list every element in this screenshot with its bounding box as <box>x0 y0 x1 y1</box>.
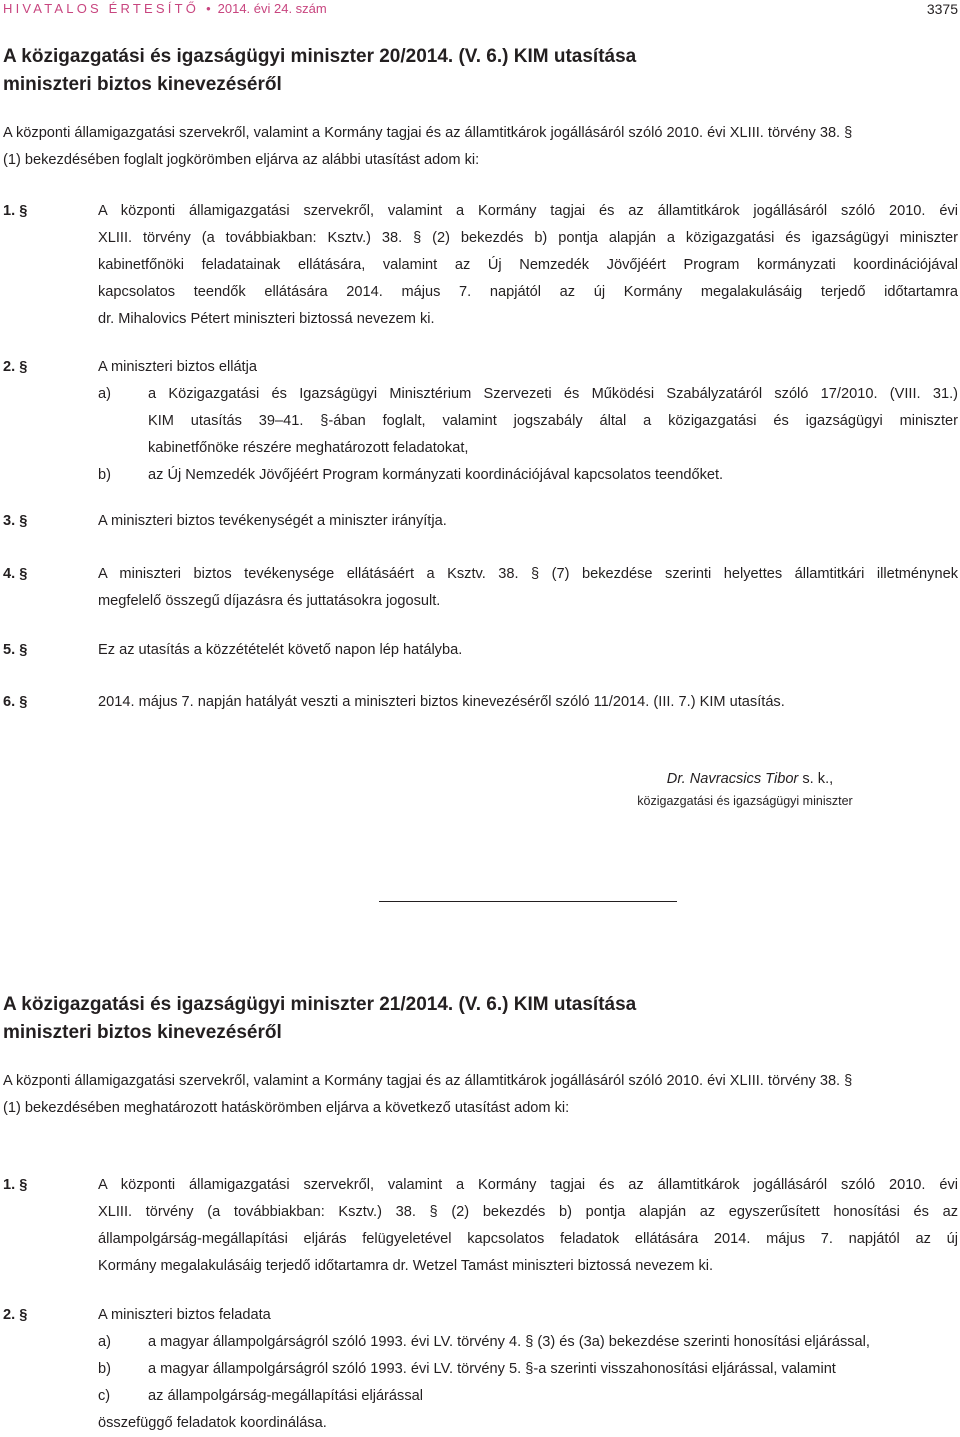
list-text-line: kabinetfőnöke részére meghatározott feladatokat, <box>148 440 469 456</box>
list-letter: a) <box>98 1334 111 1350</box>
section-text-line: Kormány megalakulásáig terjedő időtartamra dr. Wetzel Tamást miniszteri biztossá nevezem ki. <box>98 1258 714 1274</box>
section-text-line: dr. Mihalovics Pétert miniszteri biztossá nevezem ki. <box>98 311 435 327</box>
signature-role: közigazgatási és igazságügyi miniszter <box>637 794 853 808</box>
section-text-line: Ez az utasítás a közzétételét követő napon lép hatályba. <box>98 642 463 658</box>
publication-name: HIVATALOS ÉRTESÍTŐ <box>3 1 200 16</box>
signature-suffix: s. k., <box>798 771 834 787</box>
doc1-title-line1: A közigazgatási és igazságügyi miniszter 20/2014. (V. 6.) KIM utasítása <box>3 46 637 67</box>
section-divider <box>379 901 677 902</box>
section-number: 4. § <box>3 566 28 582</box>
section-number: 5. § <box>3 642 28 658</box>
list-item-a <box>98 381 958 462</box>
doc2-section-2 <box>3 1302 958 1432</box>
section-intro: A miniszteri biztos feladata <box>98 1307 271 1323</box>
doc2-preamble-line1: A központi államigazgatási szervekről, valamint a Kormány tagjai és az államtitkárok jogállásáról szóló 2010. évi XLIII. törvény 38. § <box>3 1073 853 1089</box>
doc1-preamble-line1: A központi államigazgatási szervekről, valamint a Kormány tagjai és az államtitkárok jogállásáról szóló 2010. évi XLIII. törvény 38. § <box>3 125 853 141</box>
list-letter: b) <box>98 1361 111 1377</box>
list-text-line: KIM utasítás 39–41. §-ában foglalt, valamint jogszabály által a közigazgatási és igazságügyi miniszter <box>148 413 958 429</box>
doc1-section-5 <box>3 637 958 664</box>
doc1-section-2 <box>3 354 958 494</box>
doc1-section-4 <box>3 561 958 615</box>
list-text-line: a magyar állampolgárságról szóló 1993. évi LV. törvény 5. §-a szerinti visszahonosítási eljárással, valamint <box>148 1361 836 1377</box>
list-item-a <box>98 1329 958 1356</box>
section-text-line: A miniszteri biztos tevékenységét a miniszter irányítja. <box>98 513 447 529</box>
section-number: 3. § <box>3 513 28 529</box>
list-text-line: a magyar állampolgárságról szóló 1993. évi LV. törvény 4. § (3) és (3a) bekezdése szerinti honosítási eljárással, <box>148 1334 870 1350</box>
section-text-line: 2014. május 7. napján hatályát veszti a miniszteri biztos kinevezéséről szóló 11/2014. (III. 7.) KIM utasítás. <box>98 694 785 710</box>
list-letter: a) <box>98 386 111 402</box>
signature-block <box>560 768 930 812</box>
list-item-b <box>98 1356 958 1383</box>
section-number: 6. § <box>3 694 28 710</box>
section-number: 2. § <box>3 359 28 375</box>
list-item-c <box>98 1383 958 1410</box>
page-number: 3375 <box>926 1 958 17</box>
doc2-preamble-line2: (1) bekezdésében meghatározott hatáskörömben eljárva a következő utasítást adom ki: <box>3 1100 570 1116</box>
section-text-line: kabinetfőnöki feladatainak ellátására, valamint az Új Nemzedék Jövőjéért Program kormányzati koordinációjával <box>98 257 958 273</box>
doc2-section-1 <box>3 1172 958 1280</box>
signature-name: Dr. Navracsics Tibor <box>666 771 799 787</box>
doc1-preamble-line2: (1) bekezdésében foglalt jogkörömben eljárva az alábbi utasítást adom ki: <box>3 152 480 168</box>
list-item-b <box>98 462 958 489</box>
doc1-section-3 <box>3 508 958 535</box>
section-number: 1. § <box>3 203 28 219</box>
section-text-line: XLIII. törvény (a továbbiakban: Ksztv.) 38. § (2) bekezdés b) pontja alapján a közigazgatási és igazságügyi miniszter <box>98 230 958 246</box>
doc1-title <box>3 43 943 99</box>
section-number: 2. § <box>3 1307 28 1323</box>
running-header <box>3 1 327 16</box>
list-letter: b) <box>98 467 111 483</box>
section-intro: A miniszteri biztos ellátja <box>98 359 257 375</box>
section-text-line: megfelelő összegű díjazásra és juttatásokra jogosult. <box>98 593 441 609</box>
section-text-line: állampolgárság-megállapítási eljárás felügyeletével kapcsolatos feladatok ellátására 2014. május 7. napjától az új <box>98 1231 958 1247</box>
section-closing: összefüggő feladatok koordinálása. <box>98 1415 327 1431</box>
list-text-line: az állampolgárság-megállapítási eljárással <box>148 1388 423 1404</box>
doc1-title-line2: miniszteri biztos kinevezéséről <box>3 74 282 95</box>
doc1-section-1 <box>3 198 958 338</box>
section-text-line: kapcsolatos teendők ellátására 2014. május 7. napjától az új Kormány megalakulásáig terjedő időtartamra <box>98 284 958 300</box>
list-text-line: a Közigazgatási és Igazságügyi Minisztérium Szervezeti és Működési Szabályzatáról szóló 17/2010. (VIII. 31.) <box>148 386 958 402</box>
doc2-title-line1: A közigazgatási és igazságügyi miniszter 21/2014. (V. 6.) KIM utasítása <box>3 994 637 1015</box>
section-text-line: XLIII. törvény (a továbbiakban: Ksztv.) 38. § (2) bekezdés b) pontja alapján az egyszerűsített honosítási és az <box>98 1204 958 1220</box>
list-letter: c) <box>98 1388 111 1404</box>
section-text-line: A miniszteri biztos tevékenysége ellátásáért a Ksztv. 38. § (7) bekezdése szerinti helyettes államtitkári illetménynek <box>98 566 958 582</box>
section-text-line: A központi államigazgatási szervekről, valamint a Kormány tagjai és az államtitkárok jogállásáról szóló 2010. évi <box>98 1177 958 1193</box>
section-text-line: A központi államigazgatási szervekről, valamint a Kormány tagjai és az államtitkárok jogállásáról szóló 2010. évi <box>98 203 958 219</box>
list-text-line: az Új Nemzedék Jövőjéért Program kormányzati koordinációjával kapcsolatos teendőket. <box>148 467 724 483</box>
doc2-title <box>3 991 943 1047</box>
doc1-section-6 <box>3 689 958 716</box>
issue-number: 2014. évi 24. szám <box>217 1 327 16</box>
doc1-preamble <box>3 120 958 174</box>
doc2-preamble <box>3 1068 958 1122</box>
section-number: 1. § <box>3 1177 28 1193</box>
header-bullet: • <box>206 1 211 16</box>
doc2-title-line2: miniszteri biztos kinevezéséről <box>3 1022 282 1043</box>
